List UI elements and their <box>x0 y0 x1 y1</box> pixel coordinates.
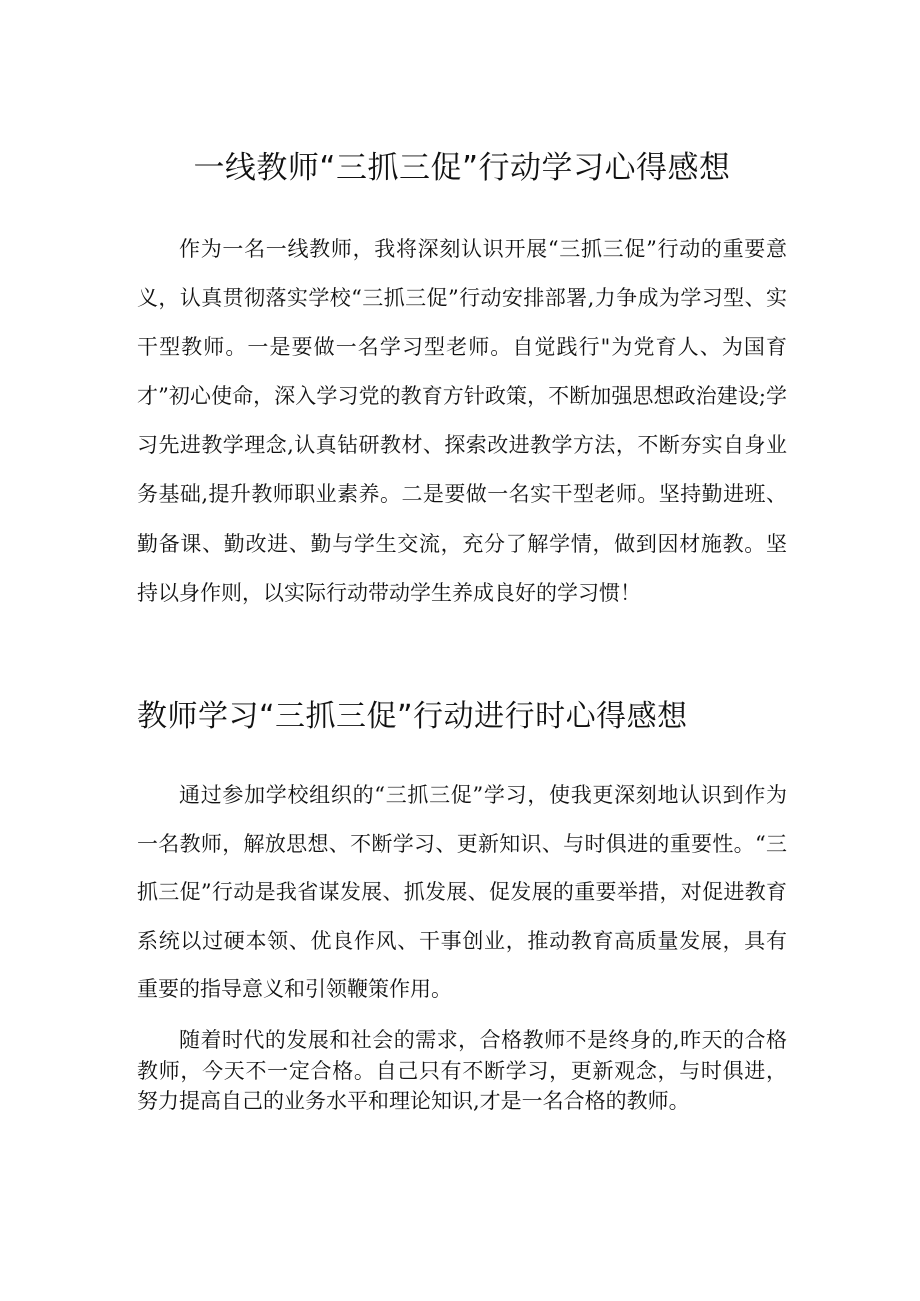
section-2-title: 教师学习“三抓三促”行动进行时心得感想 <box>137 699 688 734</box>
section-1-paragraph-1: 作为一名一线教师，我将深刻认识开展“三抓三促”行动的重要意义，认真贯彻落实学校“三抓三促”行动安排部署,力争成为学习型、实干型教师。一是要做一名学习型老师。自觉践行"为党育人、为国育才”初心使命，深入学习党的教育方针政策，不断加强思想政治建设;学习先进教学理念,认真钻研教材、探索改进教学方法，不断夯实自身业务基础,提升教师职业素养。二是要做一名实干型老师。坚持勤进班、勤备课、勤改进、勤与学生交流，充分了解学情，做到因材施教。坚持以身作则，以实际行动带动学生养成良好的学习惯！ <box>137 237 787 605</box>
section-2-paragraph-1: 通过参加学校组织的“三抓三促”学习，使我更深刻地认识到作为一名教师，解放思想、不断学习、更新知识、与时俱进的重要性。“三抓三促”行动是我省谋发展、抓发展、促发展的重要举措，对促进教育系统以过硬本领、优良作风、干事创业，推动教育高质量发展，具有重要的指导意义和引领鞭策作用。 <box>137 783 787 1002</box>
section-2-paragraph-2: 随着时代的发展和社会的需求，合格教师不是终身的,昨天的合格教师，今天不一定合格。自己只有不断学习，更新观念，与时俱进，努力提高自己的业务水平和理论知识,才是一名合格的教师。 <box>137 1028 787 1113</box>
section-1-title: 一线教师“三抓三促”行动学习心得感想 <box>193 150 731 186</box>
